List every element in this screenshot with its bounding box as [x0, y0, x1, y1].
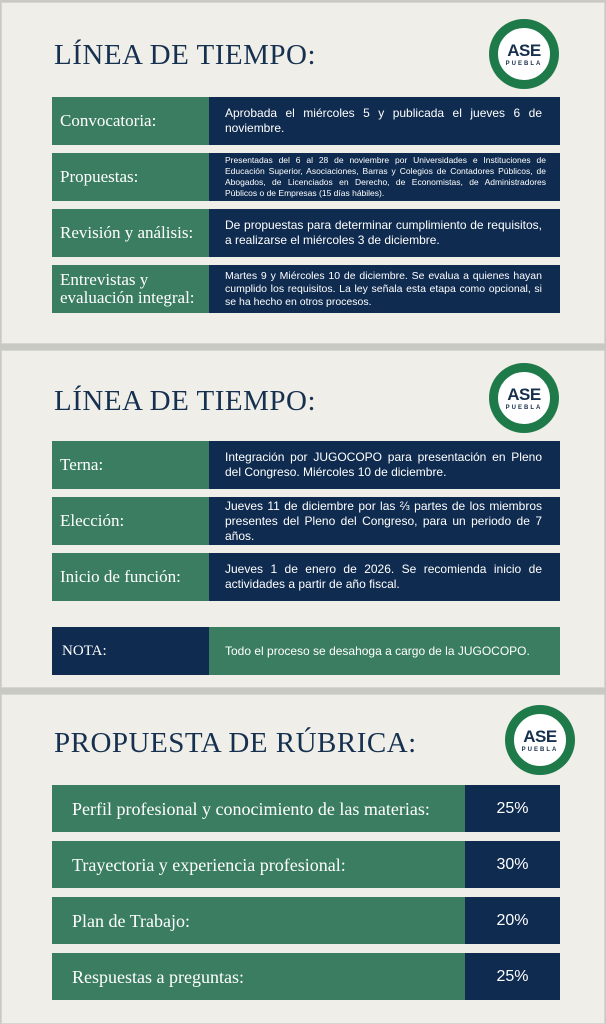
- logo-subtext: PUEBLA: [505, 60, 543, 67]
- nota-row: [52, 627, 560, 675]
- row-label: Inicio de función:: [52, 553, 209, 601]
- rubric-label: Trayectoria y experiencia profesional:: [52, 841, 465, 888]
- logo-text: ASE: [523, 726, 557, 746]
- slide-timeline-1: [1, 2, 605, 344]
- timeline-row-convocatoria: [52, 97, 560, 145]
- nota-description: Todo el proceso se desahoga a cargo de la JUGOCOPO.: [209, 627, 560, 675]
- logo-text: ASE: [507, 40, 541, 60]
- slide-title: LÍNEA DE TIEMPO:: [54, 385, 317, 417]
- row-label: Revisión y análisis:: [52, 209, 209, 257]
- logo-subtext: PUEBLA: [505, 404, 543, 411]
- ase-logo: [489, 19, 559, 89]
- rubric-percentage: 25%: [465, 953, 560, 1000]
- rubric-label: Respuestas a preguntas:: [52, 953, 465, 1000]
- row-label: Entrevistas y evaluación integral:: [52, 265, 209, 313]
- row-description: Presentadas del 6 al 28 de noviembre por Universidades e Instituciones de Educación Superior, Asociaciones, Barras y Colegios de Contadores Públicos, de Abogados, de Licenciados en Derecho, de Economistas, de Administradores Públicos o de Empresas (15 días hábiles).: [209, 153, 560, 201]
- rubric-row-perfil: [52, 785, 560, 832]
- row-description: Jueves 11 de diciembre por las ⅔ partes de los miembros presentes del Pleno del Congreso, para un periodo de 7 años.: [209, 497, 560, 545]
- rubric-percentage: 20%: [465, 897, 560, 944]
- rubric-label: Perfil profesional y conocimiento de las materias:: [52, 785, 465, 832]
- logo-text: ASE: [507, 384, 541, 404]
- row-label: Convocatoria:: [52, 97, 209, 145]
- slide-title: LÍNEA DE TIEMPO:: [54, 39, 317, 71]
- nota-label: NOTA:: [52, 627, 209, 675]
- row-label: Propuestas:: [52, 153, 209, 201]
- slide-title: PROPUESTA DE RÚBRICA:: [54, 727, 417, 759]
- timeline-row-entrevistas: [52, 265, 560, 313]
- ase-logo: [489, 363, 559, 433]
- rubric-row-plan: [52, 897, 560, 944]
- row-label: Terna:: [52, 441, 209, 489]
- row-description: Integración por JUGOCOPO para presentación en Pleno del Congreso. Miércoles 10 de diciembre.: [209, 441, 560, 489]
- logo-subtext: PUEBLA: [521, 746, 559, 753]
- row-label: Elección:: [52, 497, 209, 545]
- row-description: Jueves 1 de enero de 2026. Se recomienda inicio de actividades a partir de año fiscal.: [209, 553, 560, 601]
- rubric-percentage: 25%: [465, 785, 560, 832]
- rubric-row-respuestas: [52, 953, 560, 1000]
- row-description: De propuestas para determinar cumplimiento de requisitos, a realizarse el miércoles 3 de diciembre.: [209, 209, 560, 257]
- rubric-percentage: 30%: [465, 841, 560, 888]
- rubric-label: Plan de Trabajo:: [52, 897, 465, 944]
- row-description: Martes 9 y Miércoles 10 de diciembre. Se evalua a quienes hayan cumplido los requisitos. La ley señala esta etapa como opcional, si se ha hecho en otros procesos.: [209, 265, 560, 313]
- timeline-row-revision: [52, 209, 560, 257]
- timeline-row-propuestas: [52, 153, 560, 201]
- timeline-row-inicio: [52, 553, 560, 601]
- timeline-row-eleccion: [52, 497, 560, 545]
- ase-logo: [505, 705, 575, 775]
- row-description: Aprobada el miércoles 5 y publicada el jueves 6 de noviembre.: [209, 97, 560, 145]
- slide-timeline-2: [1, 350, 605, 688]
- rubric-row-trayectoria: [52, 841, 560, 888]
- slide-rubrica: [1, 694, 605, 1024]
- timeline-row-terna: [52, 441, 560, 489]
